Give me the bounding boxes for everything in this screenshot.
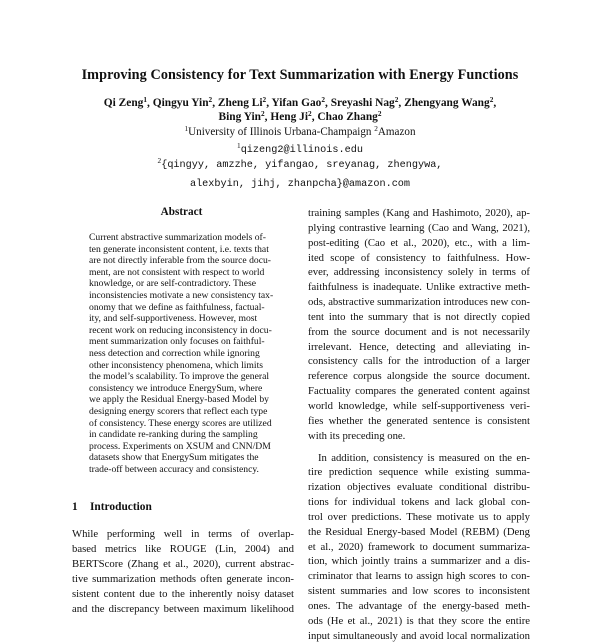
author-name: Zheng Li — [217, 97, 263, 109]
body-line: post-editing (Cao et al., 2020), etc., with a lim- — [308, 236, 530, 249]
email-affiliation-mark: 2 — [157, 155, 162, 165]
body-line: sistent summaries and low scores to inconsistent — [308, 585, 530, 598]
paragraph-gap — [308, 444, 530, 451]
body-line: tire prediction sequence while existing summa- — [308, 466, 530, 479]
abstract-line: ness detection and correction while ignoring — [89, 347, 260, 359]
email-line-2 — [0, 154, 600, 193]
body-line: training samples (Kang and Hashimoto, 2020), ap- — [308, 207, 530, 219]
author-line-2 — [0, 110, 600, 124]
author-affiliation-mark: 2 — [261, 109, 265, 119]
body-line: reference corpus alongside the source document. — [308, 370, 530, 383]
affiliation-text: University of Illinois Urbana-Champaign — [188, 125, 375, 138]
body-line: trol over predictions. These motivate us to apply — [308, 510, 530, 523]
body-line: fies whether the generated sentence is consistent — [308, 414, 530, 427]
body-line: and the discrepancy between maximum likelihood — [72, 602, 294, 615]
abstract-line: are not directly inferable from the source docu- — [89, 255, 271, 267]
body-line: consistency calls for the introduction of a larger — [308, 355, 530, 368]
author-name: Chao Zhang — [317, 111, 378, 124]
introduction-body — [72, 527, 294, 616]
body-line: world knowledge, while self-supportiveness veri- — [308, 399, 530, 412]
body-line: tive summarization methods often generate incon- — [72, 572, 294, 585]
body-line: from the source document and is not necessarily — [308, 325, 530, 338]
author-name: Qingyu Yin — [152, 97, 209, 109]
body-line: faithfulness is inadequate. Unlike extractive meth- — [308, 281, 530, 294]
body-line: tion, which jointly trains a summarizer and a dis- — [308, 555, 530, 568]
abstract-line: ity, and self-supportiveness. However, most — [89, 313, 258, 325]
abstract-line: inconsistencies motivate a new consistency tax- — [89, 289, 274, 301]
author-affiliation-mark: 2 — [308, 109, 312, 119]
affiliation-text: Amazon — [377, 125, 416, 138]
body-line: rization objectives evaluate conditional distribu- — [308, 481, 530, 494]
abstract-line: knowledge, or are self-contradictory. These — [89, 278, 257, 290]
email-affiliation-mark: 1 — [237, 141, 241, 150]
author-name: Qi Zeng — [103, 97, 144, 109]
paper-title: Improving Consistency for Text Summarization with Energy Functions — [81, 67, 519, 83]
author-list — [0, 96, 600, 125]
body-line: irrelevant. Hence, detecting and alleviating in- — [308, 340, 530, 353]
body-line: tions for individual tokens and lack global con- — [308, 496, 530, 509]
abstract-line: process. Experiments on XSUM and CNN/DM — [89, 440, 271, 452]
author-name: Zhengyang Wang — [404, 97, 490, 109]
email-address: qizeng2@illinois.edu — [240, 145, 363, 156]
body-line: based metrics like ROUGE (Lin, 2004) and — [72, 542, 294, 555]
abstract-line: of consistency. These energy scores are utilized — [89, 417, 272, 429]
abstract-line: datasets show that EnergySum mitigates the — [89, 452, 259, 464]
body-line: ods, abstractive summarization introduces new con- — [308, 296, 530, 309]
abstract-line: in candidate re-ranking during the sampling — [89, 429, 258, 441]
body-line: In addition, consistency is measured on the en- — [318, 451, 530, 464]
body-line: ever, addressing inconsistency solely in terms of — [308, 266, 530, 279]
body-line: the Residual Energy-based Model (REBM) (Deng — [308, 525, 530, 538]
body-line: criminator that learns to assign high scores to con- — [308, 570, 530, 583]
body-line: input simultaneously and avoid local normalization — [308, 629, 530, 642]
abstract-line: ten generate inconsistent content, i.e. texts that — [89, 243, 269, 255]
affiliation-mark: 2 — [374, 123, 378, 133]
abstract-line: recent work on reducing inconsistency in docu- — [89, 324, 272, 336]
author-affiliation-mark: 2 — [321, 95, 326, 104]
author-affiliation-mark: 2 — [394, 95, 399, 104]
author-separator: , — [311, 111, 318, 124]
body-line: ones. The advantage of the energy-based meth- — [308, 599, 530, 612]
abstract-line: onomy that we define as faithfulness, factual- — [89, 301, 265, 313]
abstract-line: consistency we introduce EnergySum, where — [89, 382, 263, 394]
section-number: 1 — [72, 501, 78, 513]
author-name: Yifan Gao — [271, 97, 322, 109]
author-name: Bing Yin — [218, 111, 262, 124]
author-name: Sreyashi Nag — [330, 97, 395, 109]
affiliation-mark: 1 — [184, 123, 189, 133]
author-separator: , — [325, 97, 331, 109]
body-line: ods (He et al., 2021) is that they score the entire — [308, 614, 530, 627]
author-affiliation-mark: 2 — [377, 109, 382, 119]
author-separator: , — [147, 97, 153, 109]
abstract-line: Current abstractive summarization models of- — [89, 232, 266, 243]
author-separator: , — [264, 111, 271, 124]
abstract-line: other inconsistency phenomena, which limits — [89, 359, 264, 371]
author-line-1 — [0, 96, 600, 110]
body-line: et al., 2020) framework to document summariza- — [308, 540, 530, 553]
affiliations — [0, 125, 600, 140]
author-name: Heng Ji — [270, 111, 309, 124]
author-separator: , — [212, 97, 218, 109]
abstract-line: designing energy scorers that reflect each type — [89, 405, 268, 417]
abstract-line: we apply the Residual Energy-based Model by — [89, 394, 269, 406]
section-title: Introduction — [90, 501, 152, 513]
body-line: ited scope of consistency to faithfulness. How- — [308, 251, 530, 264]
introduction-heading — [72, 500, 152, 514]
abstract-line: trade-off between accuracy and consistency. — [89, 463, 259, 475]
author-affiliation-mark: 2 — [208, 95, 213, 104]
author-separator: , — [398, 97, 405, 109]
abstract-heading: Abstract — [160, 206, 203, 218]
author-separator: , — [493, 97, 497, 109]
email-address-group: {qingyy, amzzhe, yifangao, sreyanag, zhengywa, — [161, 159, 443, 171]
author-affiliation-mark: 2 — [489, 95, 494, 104]
body-line: sistent content due to the inherently noisy dataset — [72, 587, 294, 600]
abstract-line: ment, are not consistent with respect to world — [89, 266, 265, 278]
author-affiliation-mark: 2 — [262, 95, 267, 104]
body-line: with its preceding one. — [308, 429, 406, 442]
right-column-body — [308, 206, 530, 643]
abstract-line: the model’s scalability. To improve the general — [89, 371, 270, 383]
body-line: tent into the summary that is not directly copied — [308, 310, 530, 323]
author-separator: , — [266, 97, 272, 109]
body-line: While performing well in terms of overlap- — [72, 528, 294, 540]
author-affiliation-mark: 1 — [143, 95, 148, 104]
abstract-line: ment summarization only focuses on faithful- — [89, 336, 265, 348]
body-line: plying contrastive learning (Cao and Wang, 2021), — [308, 221, 530, 234]
abstract-body — [89, 232, 273, 475]
email-address-group: alexbyin, jihj, zhanpcha}@amazon.com — [189, 178, 411, 190]
body-line: Factuality compares the generated content against — [308, 385, 530, 398]
body-line: BERTScore (Zhang et al., 2020), current abstrac- — [72, 557, 294, 570]
